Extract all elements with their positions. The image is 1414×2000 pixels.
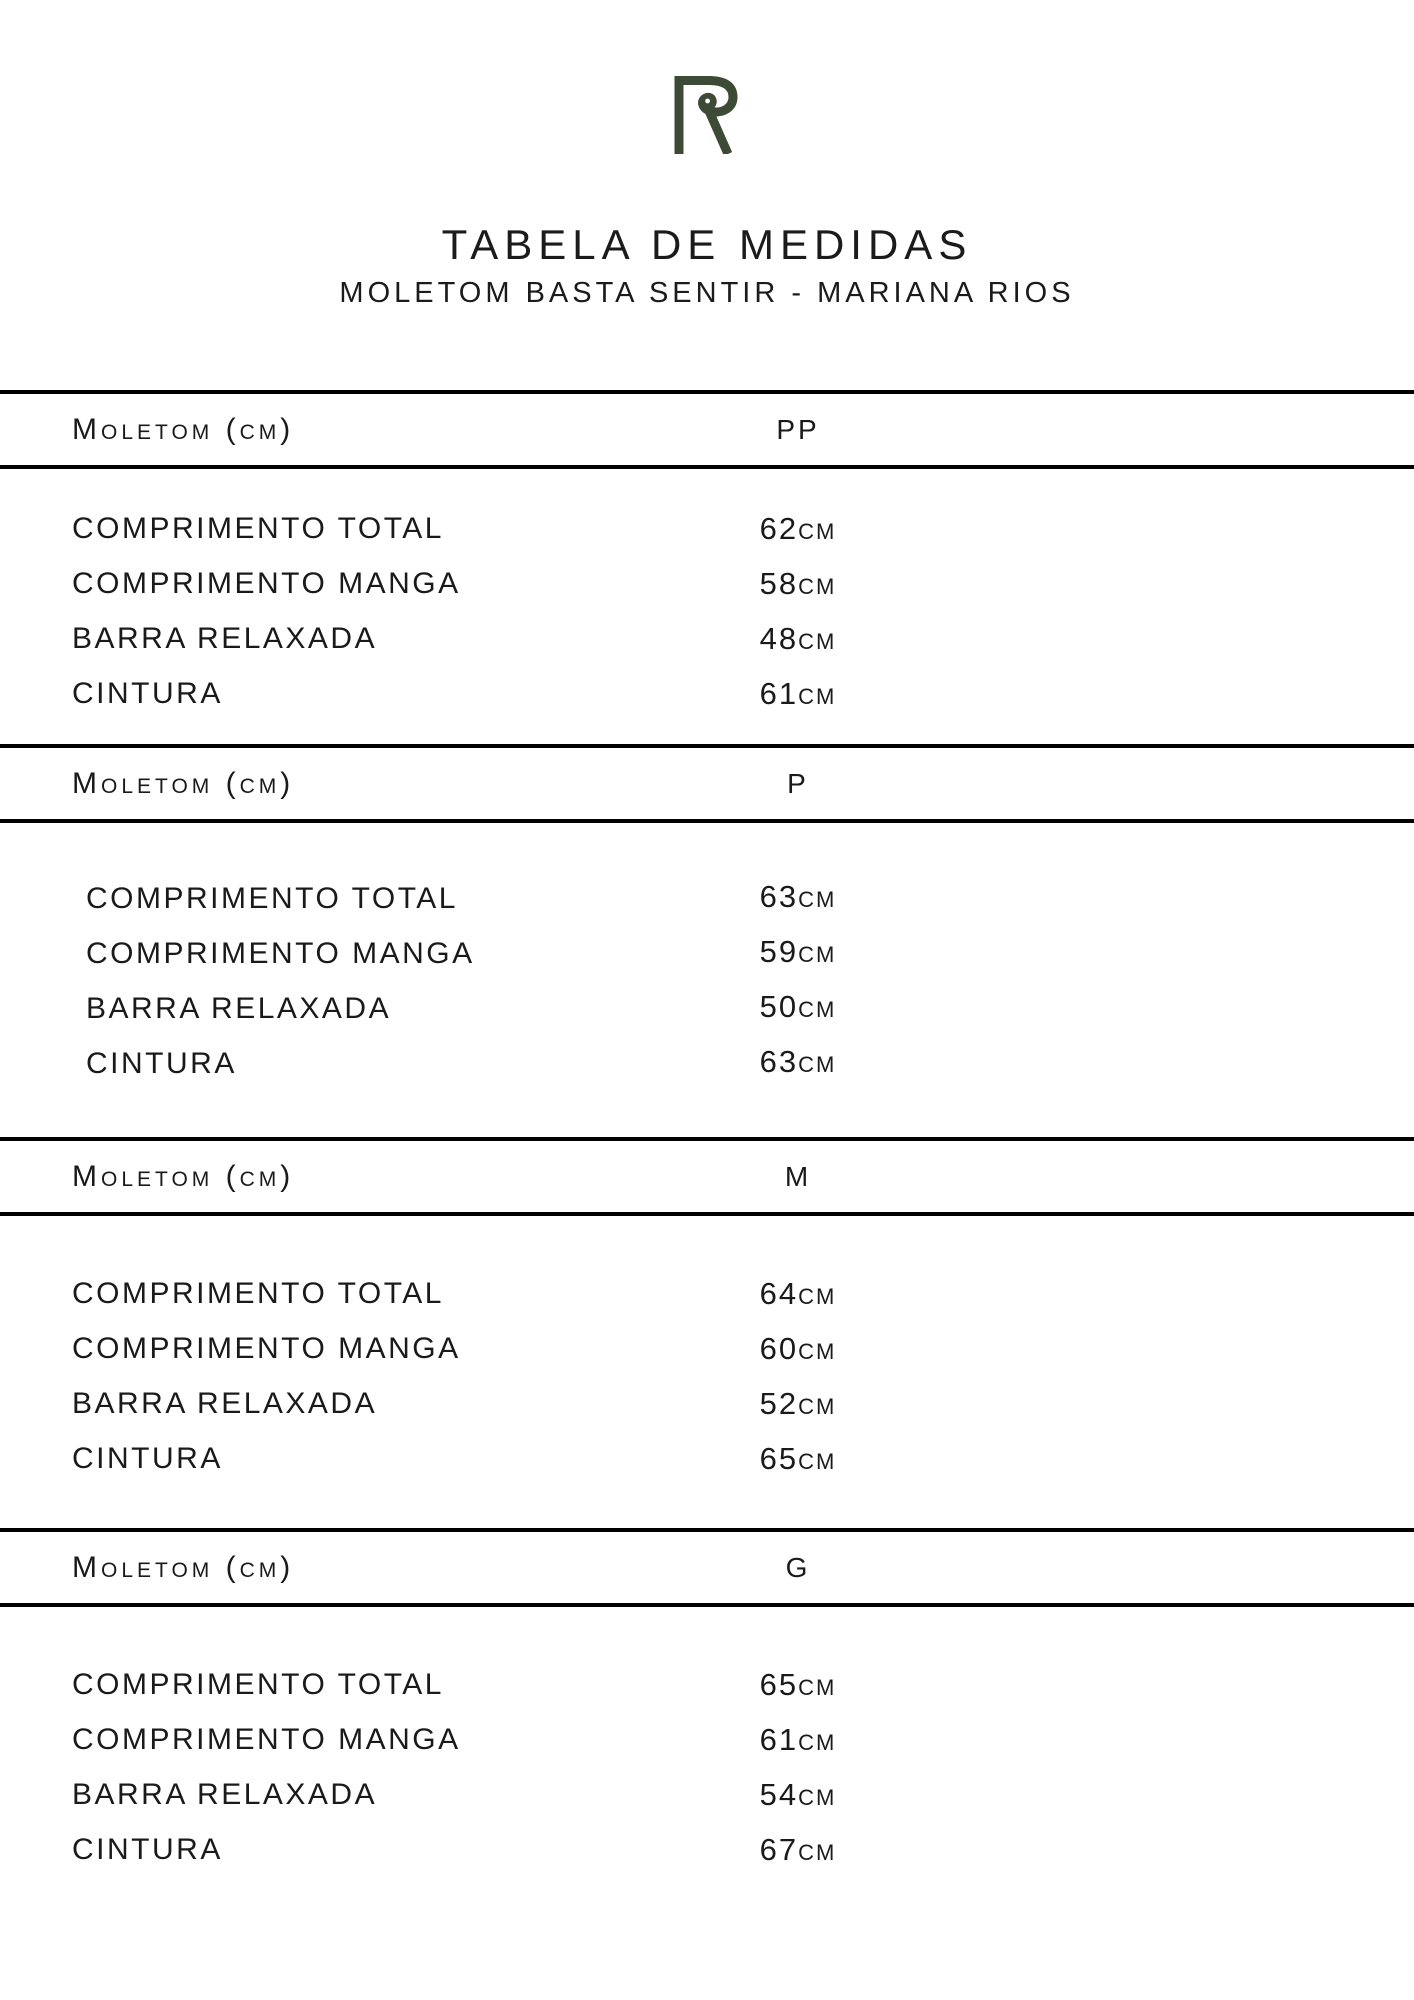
section-header-label: Moletom (cm) (72, 766, 295, 800)
section-rows (0, 823, 1414, 1137)
measurement-value: 61cm (759, 1721, 837, 1757)
measurement-value: 63cm (759, 878, 837, 914)
page-subtitle: MOLETOM BASTA SENTIR - MARIANA RIOS (339, 277, 1075, 310)
measurement-value: 63cm (759, 1043, 837, 1079)
page-header (0, 76, 1414, 310)
measurement-row (0, 666, 1414, 721)
measurement-value: 58cm (759, 565, 837, 601)
page-title: TABELA DE MEDIDAS (441, 221, 973, 268)
measurement-label: CINTURA (86, 1046, 237, 1080)
measurement-label: CINTURA (72, 1832, 223, 1866)
measurement-label: COMPRIMENTO TOTAL (72, 1667, 444, 1701)
section-rows (0, 469, 1414, 744)
size-badge: M (784, 1160, 812, 1192)
measurement-label: COMPRIMENTO MANGA (72, 566, 461, 600)
measurement-row (0, 1767, 1414, 1822)
measurement-value: 59cm (759, 933, 837, 969)
size-badge: G (785, 1551, 811, 1583)
measurement-value: 67cm (759, 1831, 837, 1867)
measurement-value: 61cm (759, 675, 837, 711)
measurement-row (0, 926, 1414, 981)
measurement-label: COMPRIMENTO MANGA (72, 1722, 461, 1756)
size-badge: PP (776, 413, 820, 445)
measurement-label: BARRA RELAXADA (72, 1777, 378, 1811)
measurement-row (0, 1376, 1414, 1431)
size-badge: P (787, 767, 809, 799)
section-rows (0, 1607, 1414, 1927)
size-section-g (0, 1528, 1414, 1927)
measurement-row (0, 1431, 1414, 1486)
measurement-row (0, 1266, 1414, 1321)
size-section-p (0, 744, 1414, 1137)
measurement-value: 60cm (759, 1330, 837, 1366)
measurement-value: 52cm (759, 1385, 837, 1421)
measurement-label: CINTURA (72, 1441, 223, 1475)
section-header (0, 1532, 1414, 1607)
measurement-row (0, 611, 1414, 666)
section-header (0, 1141, 1414, 1216)
measurement-label: COMPRIMENTO MANGA (86, 936, 475, 970)
measurement-row (0, 1822, 1414, 1877)
measurement-row (0, 1657, 1414, 1712)
measurement-label: BARRA RELAXADA (72, 621, 378, 655)
measurements-table (0, 390, 1414, 1927)
section-rows (0, 1216, 1414, 1528)
measurement-row (0, 1321, 1414, 1376)
measurement-row (0, 871, 1414, 926)
measurement-label: COMPRIMENTO TOTAL (72, 511, 444, 545)
measurement-label: COMPRIMENTO MANGA (72, 1331, 461, 1365)
measurement-row (0, 1712, 1414, 1767)
measurement-value: 62cm (759, 510, 837, 546)
measurement-row (0, 556, 1414, 611)
measurement-value: 48cm (759, 620, 837, 656)
measurement-row (0, 1036, 1414, 1091)
measurement-value: 65cm (759, 1440, 837, 1476)
section-header-label: Moletom (cm) (72, 1550, 295, 1584)
measurement-row (0, 501, 1414, 556)
section-header (0, 394, 1414, 469)
section-header (0, 748, 1414, 823)
measurement-label: BARRA RELAXADA (86, 991, 392, 1025)
measurement-row (0, 981, 1414, 1036)
measurement-label: COMPRIMENTO TOTAL (86, 881, 458, 915)
measurement-value: 50cm (759, 988, 837, 1024)
brand-logo-icon (671, 76, 743, 154)
size-section-pp (0, 390, 1414, 744)
measurement-value: 54cm (759, 1776, 837, 1812)
section-header-label: Moletom (cm) (72, 1159, 295, 1193)
measurement-label: COMPRIMENTO TOTAL (72, 1276, 444, 1310)
measurement-value: 64cm (759, 1275, 837, 1311)
measurement-value: 65cm (759, 1666, 837, 1702)
size-section-m (0, 1137, 1414, 1528)
section-header-label: Moletom (cm) (72, 412, 295, 446)
measurement-label: BARRA RELAXADA (72, 1386, 378, 1420)
measurement-label: CINTURA (72, 676, 223, 710)
